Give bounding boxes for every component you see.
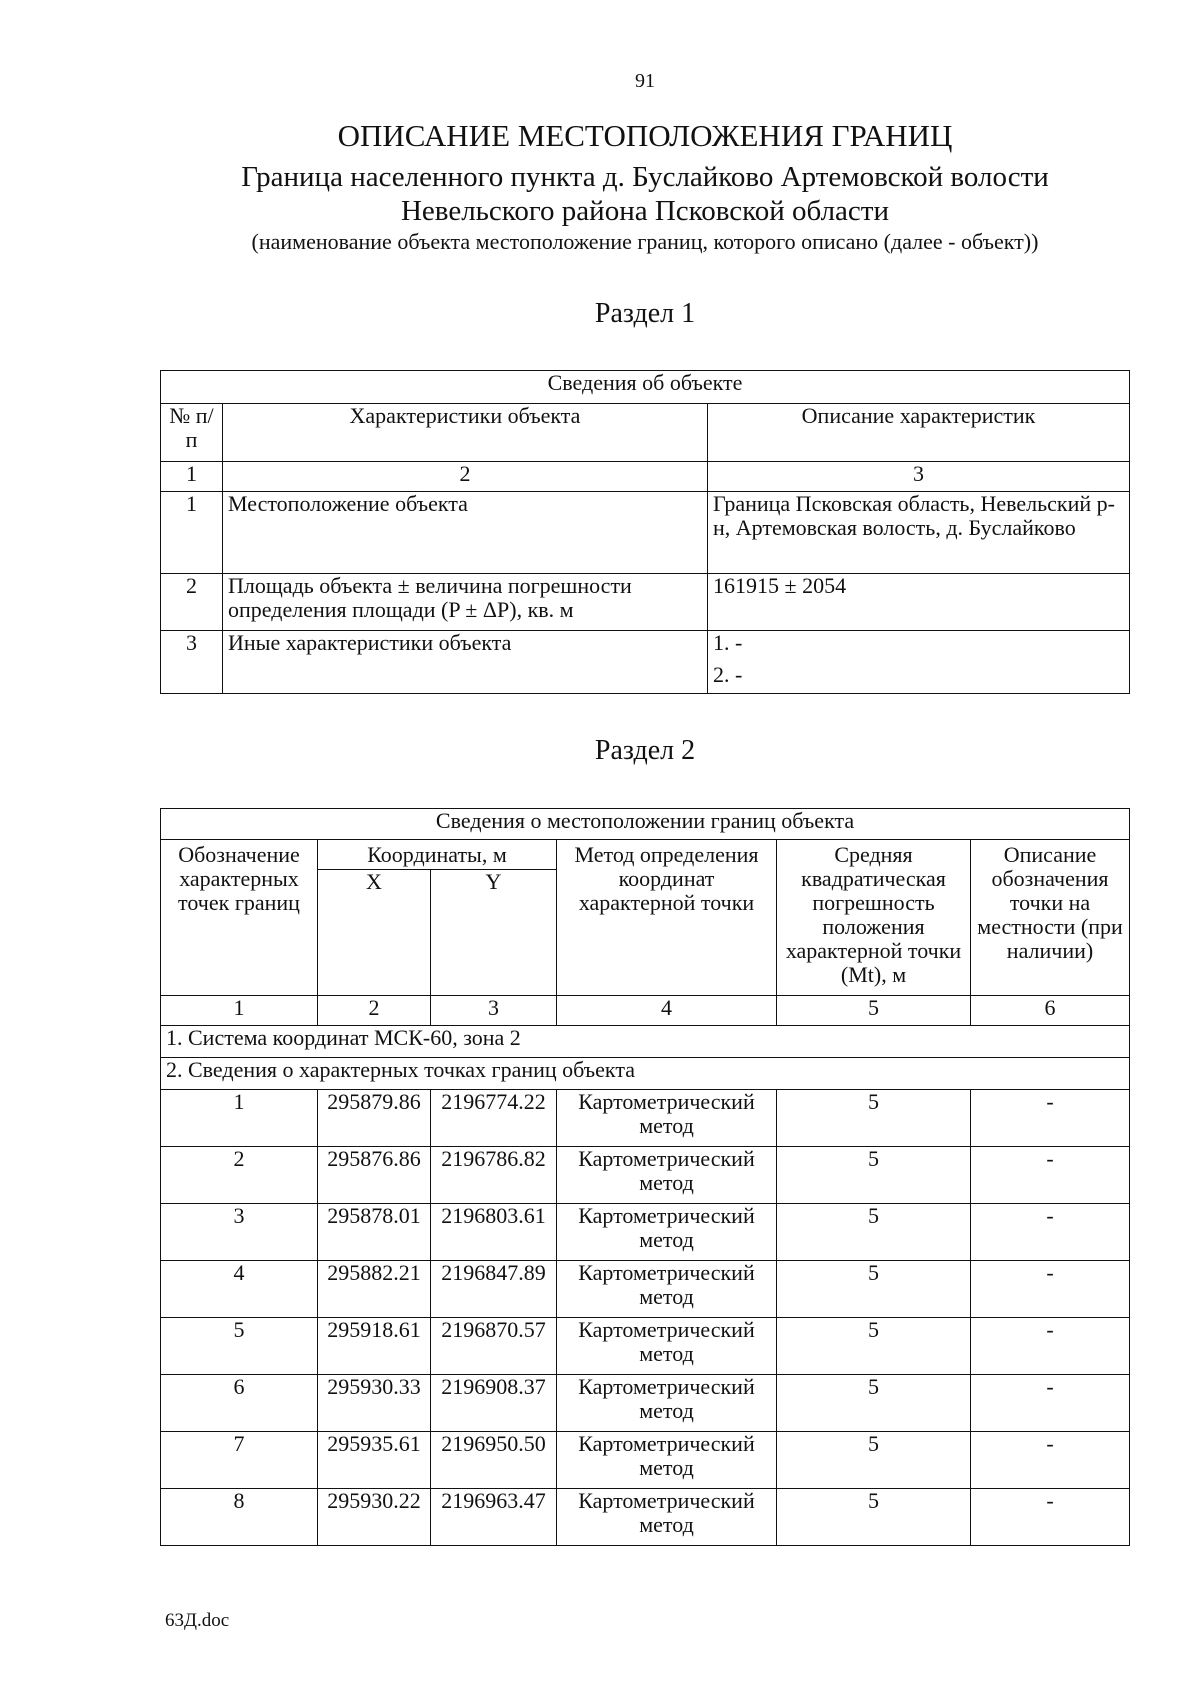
error: 5 <box>777 1261 971 1318</box>
point-desc: - <box>971 1432 1130 1489</box>
coordinate-system-row: 1. Система координат МСК-60, зона 2 <box>161 1026 1130 1058</box>
point-id: 6 <box>161 1375 318 1432</box>
document-title: ОПИСАНИЕ МЕСТОПОЛОЖЕНИЯ ГРАНИЦ <box>337 118 953 153</box>
coord-y: 2196803.61 <box>431 1204 557 1261</box>
table-row <box>161 1147 1130 1204</box>
point-id: 8 <box>161 1489 318 1546</box>
row-description: 161915 ± 2054 <box>708 574 1130 631</box>
index-cell: 4 <box>557 996 777 1026</box>
point-desc: - <box>971 1489 1130 1546</box>
row-num: 2 <box>161 574 223 631</box>
method: Картометрический метод <box>557 1204 777 1261</box>
table-row <box>161 1090 1130 1147</box>
coord-y: 2196963.47 <box>431 1489 557 1546</box>
file-name-footer: 63Д.doc <box>165 1610 230 1631</box>
index-cell: 1 <box>161 462 223 492</box>
coord-x: 295918.61 <box>318 1318 431 1375</box>
index-cell: 2 <box>223 462 708 492</box>
error: 5 <box>777 1147 971 1204</box>
header-num: № п/п <box>161 404 223 462</box>
boundary-points-table <box>160 808 1130 1546</box>
error: 5 <box>777 1204 971 1261</box>
point-desc: - <box>971 1318 1130 1375</box>
method: Картометрический метод <box>557 1147 777 1204</box>
row-num: 3 <box>161 631 223 694</box>
point-id: 1 <box>161 1090 318 1147</box>
method: Картометрический метод <box>557 1375 777 1432</box>
error: 5 <box>777 1489 971 1546</box>
index-cell: 5 <box>777 996 971 1026</box>
header-error: Средняя квадратическая погрешность положения характерной точки (Mt), м <box>777 840 971 996</box>
table-row <box>161 1204 1130 1261</box>
coord-y: 2196847.89 <box>431 1261 557 1318</box>
table-row <box>161 1489 1130 1546</box>
point-id: 3 <box>161 1204 318 1261</box>
row-characteristic: Иные характеристики объекта <box>223 631 708 694</box>
method: Картометрический метод <box>557 1489 777 1546</box>
object-info-table <box>160 370 1130 694</box>
table-row <box>161 1375 1130 1432</box>
section-1-heading: Раздел 1 <box>594 298 696 329</box>
point-desc: - <box>971 1147 1130 1204</box>
points-section-row: 2. Сведения о характерных точках границ объекта <box>161 1058 1130 1090</box>
point-id: 4 <box>161 1261 318 1318</box>
page-number: 91 <box>635 70 655 92</box>
error: 5 <box>777 1090 971 1147</box>
coord-y: 2196774.22 <box>431 1090 557 1147</box>
row-num: 1 <box>161 492 223 574</box>
error: 5 <box>777 1432 971 1489</box>
coord-x: 295879.86 <box>318 1090 431 1147</box>
table-row <box>161 492 1130 574</box>
coord-x: 295930.33 <box>318 1375 431 1432</box>
header-coords: Координаты, м <box>318 840 557 870</box>
point-desc: - <box>971 1090 1130 1147</box>
document-subtitle <box>0 160 1200 228</box>
point-id: 7 <box>161 1432 318 1489</box>
row-description <box>708 631 1130 694</box>
coord-y: 2196870.57 <box>431 1318 557 1375</box>
method: Картометрический метод <box>557 1432 777 1489</box>
object-caption: (наименование объекта местоположение границ, которого описано (далее - объект)) <box>251 229 1039 254</box>
coord-x: 295878.01 <box>318 1204 431 1261</box>
index-cell: 2 <box>318 996 431 1026</box>
point-desc: - <box>971 1375 1130 1432</box>
row-characteristic: Местоположение объекта <box>223 492 708 574</box>
index-cell: 1 <box>161 996 318 1026</box>
table-title: Сведения об объекте <box>161 371 1130 404</box>
coord-y: 2196908.37 <box>431 1375 557 1432</box>
header-characteristic: Характеристики объекта <box>223 404 708 462</box>
table-row <box>161 574 1130 631</box>
point-id: 2 <box>161 1147 318 1204</box>
index-cell: 3 <box>708 462 1130 492</box>
point-id: 5 <box>161 1318 318 1375</box>
header-description: Описание характеристик <box>708 404 1130 462</box>
table-row <box>161 1318 1130 1375</box>
row-description: Граница Псковская область, Невельский р-н, Артемовская волость, д. Буслайково <box>708 492 1130 574</box>
header-method: Метод определения координат характерной точки <box>557 840 777 996</box>
table-title: Сведения о местоположении границ объекта <box>161 809 1130 840</box>
header-point: Обозначение характерных точек границ <box>161 840 318 996</box>
description-line: 1. - <box>713 630 743 655</box>
table-row <box>161 1432 1130 1489</box>
subtitle-line-1: Граница населенного пункта д. Буслайково Артемовской волости <box>241 161 1049 193</box>
section-2-heading: Раздел 2 <box>594 735 696 766</box>
error: 5 <box>777 1375 971 1432</box>
coord-x: 295935.61 <box>318 1432 431 1489</box>
subtitle-line-2: Невельского района Псковской области <box>400 195 889 227</box>
method: Картометрический метод <box>557 1261 777 1318</box>
error: 5 <box>777 1318 971 1375</box>
row-characteristic: Площадь объекта ± величина погрешности определения площади (P ± ΔP), кв. м <box>223 574 708 631</box>
coord-x: 295930.22 <box>318 1489 431 1546</box>
table-row <box>161 631 1130 694</box>
description-line: 2. - <box>713 662 743 687</box>
header-x: X <box>318 870 431 996</box>
method: Картометрический метод <box>557 1090 777 1147</box>
method: Картометрический метод <box>557 1318 777 1375</box>
header-desc: Описание обозначения точки на местности (при наличии) <box>971 840 1130 996</box>
coord-x: 295882.21 <box>318 1261 431 1318</box>
coord-y: 2196950.50 <box>431 1432 557 1489</box>
coord-x: 295876.86 <box>318 1147 431 1204</box>
coord-y: 2196786.82 <box>431 1147 557 1204</box>
point-desc: - <box>971 1204 1130 1261</box>
index-cell: 3 <box>431 996 557 1026</box>
point-desc: - <box>971 1261 1130 1318</box>
index-cell: 6 <box>971 996 1130 1026</box>
header-y: Y <box>431 870 557 996</box>
table-row <box>161 1261 1130 1318</box>
